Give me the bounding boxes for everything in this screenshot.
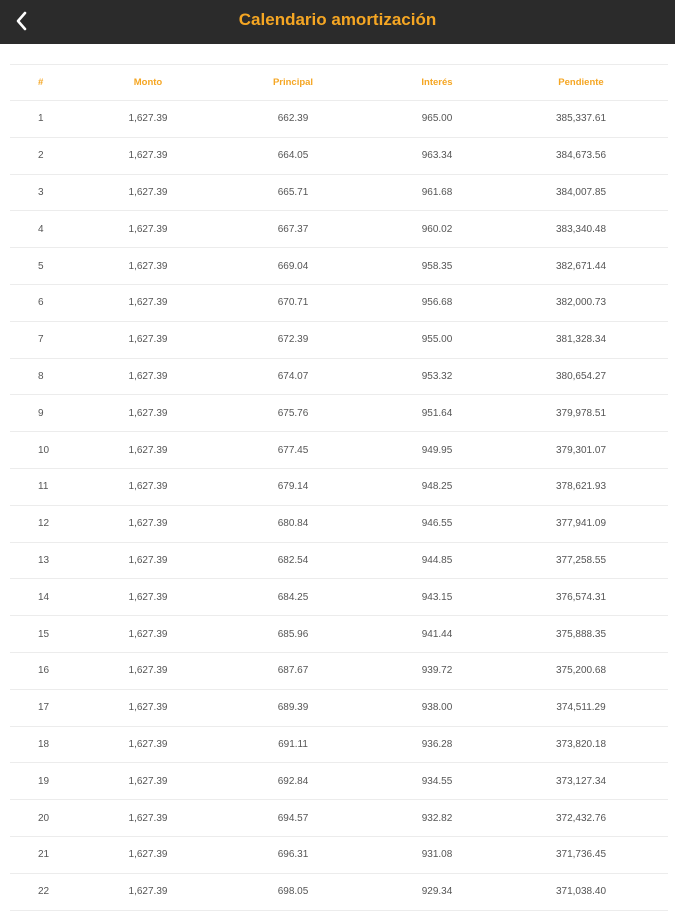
cell-interes: 965.00: [421, 113, 453, 125]
cell-interes: 929.34: [421, 886, 453, 898]
cell-pendiente: 377,941.09: [555, 518, 607, 530]
cell-principal: 669.04: [277, 260, 309, 272]
column-header-monto: Monto: [133, 77, 163, 88]
table-row: [10, 579, 668, 616]
cell-pendiente: 382,671.44: [555, 260, 607, 272]
cell-number: 17: [38, 702, 50, 714]
top-bar: [0, 0, 675, 44]
cell-interes: 944.85: [421, 554, 453, 566]
table-row: [10, 211, 668, 248]
cell-principal: 684.25: [277, 591, 309, 603]
column-header-interes: Interés: [421, 77, 453, 88]
cell-principal: 679.14: [277, 481, 309, 493]
cell-number: 19: [38, 775, 50, 787]
cell-interes: 946.55: [421, 518, 453, 530]
table-row: [10, 138, 668, 175]
cell-interes: 960.02: [421, 223, 453, 235]
table-row: [10, 506, 668, 543]
cell-pendiente: 382,000.73: [555, 297, 607, 309]
cell-monto: 1,627.39: [128, 775, 168, 787]
cell-monto: 1,627.39: [128, 738, 168, 750]
cell-monto: 1,627.39: [128, 702, 168, 714]
cell-number: 4: [38, 223, 44, 235]
cell-monto: 1,627.39: [128, 886, 168, 898]
table-row: [10, 432, 668, 469]
cell-principal: 667.37: [277, 223, 309, 235]
cell-pendiente: 379,978.51: [555, 407, 607, 419]
cell-principal: 685.96: [277, 628, 309, 640]
cell-monto: 1,627.39: [128, 849, 168, 861]
cell-interes: 931.08: [421, 849, 453, 861]
table-row: [10, 837, 668, 874]
cell-pendiente: 374,511.29: [556, 702, 606, 714]
cell-monto: 1,627.39: [128, 554, 168, 566]
cell-principal: 672.39: [277, 334, 309, 346]
cell-number: 3: [38, 186, 44, 198]
cell-pendiente: 378,621.93: [555, 481, 607, 493]
cell-number: 18: [38, 738, 50, 750]
cell-number: 14: [38, 591, 50, 603]
cell-number: 2: [38, 150, 44, 162]
cell-pendiente: 376,574.31: [555, 591, 607, 603]
cell-pendiente: 373,820.18: [555, 738, 607, 750]
table-row: [10, 616, 668, 653]
cell-interes: 951.64: [421, 407, 453, 419]
cell-pendiente: 372,432.76: [555, 812, 607, 824]
cell-monto: 1,627.39: [128, 334, 168, 346]
cell-pendiente: 371,736.45: [555, 849, 607, 861]
cell-number: 8: [38, 370, 44, 382]
table-row: [10, 469, 668, 506]
table-row: [10, 690, 668, 727]
cell-monto: 1,627.39: [128, 665, 168, 677]
column-header-pendiente: Pendiente: [558, 77, 604, 88]
cell-principal: 680.84: [277, 518, 309, 530]
cell-pendiente: 383,340.48: [555, 223, 607, 235]
cell-number: 15: [38, 628, 50, 640]
cell-number: 6: [38, 297, 44, 309]
cell-interes: 938.00: [421, 702, 453, 714]
cell-interes: 932.82: [421, 812, 453, 824]
table-row: [10, 359, 668, 396]
cell-number: 16: [38, 665, 50, 677]
cell-number: 5: [38, 260, 44, 272]
table-row: [10, 322, 668, 359]
cell-pendiente: 373,127.34: [555, 775, 607, 787]
cell-pendiente: 380,654.27: [555, 370, 607, 382]
cell-interes: 955.00: [421, 334, 453, 346]
cell-interes: 948.25: [421, 481, 453, 493]
cell-monto: 1,627.39: [128, 113, 168, 125]
cell-principal: 677.45: [277, 444, 309, 456]
cell-number: 20: [38, 812, 50, 824]
cell-pendiente: 377,258.55: [555, 554, 607, 566]
cell-interes: 943.15: [421, 591, 453, 603]
column-header-principal: Principal: [272, 77, 314, 88]
cell-monto: 1,627.39: [128, 444, 168, 456]
cell-principal: 664.05: [277, 150, 309, 162]
cell-number: 13: [38, 554, 50, 566]
cell-pendiente: 384,007.85: [555, 186, 607, 198]
cell-pendiente: 384,673.56: [555, 150, 607, 162]
cell-principal: 665.71: [277, 186, 309, 198]
table-row: [10, 248, 668, 285]
cell-number: 22: [38, 886, 50, 898]
cell-monto: 1,627.39: [128, 186, 168, 198]
cell-principal: 694.57: [277, 812, 309, 824]
table-row: [10, 101, 668, 138]
cell-interes: 953.32: [421, 370, 453, 382]
cell-principal: 662.39: [277, 113, 309, 125]
cell-principal: 698.05: [277, 886, 309, 898]
cell-pendiente: 379,301.07: [555, 444, 607, 456]
table-row: [10, 727, 668, 764]
table-row: [10, 175, 668, 212]
table-header-row: [10, 64, 668, 101]
cell-monto: 1,627.39: [128, 812, 168, 824]
table-row: [10, 800, 668, 837]
cell-pendiente: 381,328.34: [555, 334, 607, 346]
cell-pendiente: 371,038.40: [555, 886, 607, 898]
cell-principal: 675.76: [277, 407, 309, 419]
cell-monto: 1,627.39: [128, 481, 168, 493]
cell-number: 10: [38, 444, 50, 456]
cell-interes: 963.34: [421, 150, 453, 162]
cell-monto: 1,627.39: [128, 591, 168, 603]
page-title: Calendario amortización: [238, 10, 437, 29]
cell-number: 1: [38, 113, 44, 125]
cell-principal: 687.67: [277, 665, 309, 677]
cell-number: 12: [38, 518, 50, 530]
table-row: [10, 763, 668, 800]
cell-interes: 958.35: [421, 260, 453, 272]
cell-monto: 1,627.39: [128, 370, 168, 382]
cell-monto: 1,627.39: [128, 407, 168, 419]
cell-interes: 961.68: [421, 186, 453, 198]
cell-principal: 691.11: [278, 738, 308, 750]
cell-monto: 1,627.39: [128, 260, 168, 272]
cell-pendiente: 375,200.68: [555, 665, 607, 677]
cell-number: 11: [38, 481, 49, 493]
table-row: [10, 285, 668, 322]
cell-monto: 1,627.39: [128, 518, 168, 530]
cell-number: 7: [38, 334, 44, 346]
table-row: [10, 874, 668, 911]
cell-principal: 670.71: [277, 297, 309, 309]
cell-interes: 941.44: [421, 628, 453, 640]
cell-pendiente: 375,888.35: [555, 628, 607, 640]
table-row: [10, 395, 668, 432]
cell-principal: 674.07: [277, 370, 309, 382]
cell-monto: 1,627.39: [128, 150, 168, 162]
amortization-table: [10, 64, 668, 911]
cell-monto: 1,627.39: [128, 223, 168, 235]
cell-principal: 692.84: [277, 775, 309, 787]
table-row: [10, 653, 668, 690]
cell-pendiente: 385,337.61: [555, 113, 607, 125]
cell-monto: 1,627.39: [128, 297, 168, 309]
cell-principal: 689.39: [277, 702, 309, 714]
cell-interes: 949.95: [421, 444, 453, 456]
cell-interes: 934.55: [421, 775, 453, 787]
cell-interes: 936.28: [421, 738, 453, 750]
cell-number: 9: [38, 407, 44, 419]
cell-interes: 956.68: [421, 297, 453, 309]
table-body: [10, 101, 668, 911]
cell-principal: 696.31: [277, 849, 309, 861]
cell-principal: 682.54: [277, 554, 309, 566]
table-row: [10, 543, 668, 580]
cell-number: 21: [38, 849, 50, 861]
cell-monto: 1,627.39: [128, 628, 168, 640]
cell-interes: 939.72: [421, 665, 453, 677]
column-header-number: #: [38, 77, 44, 88]
